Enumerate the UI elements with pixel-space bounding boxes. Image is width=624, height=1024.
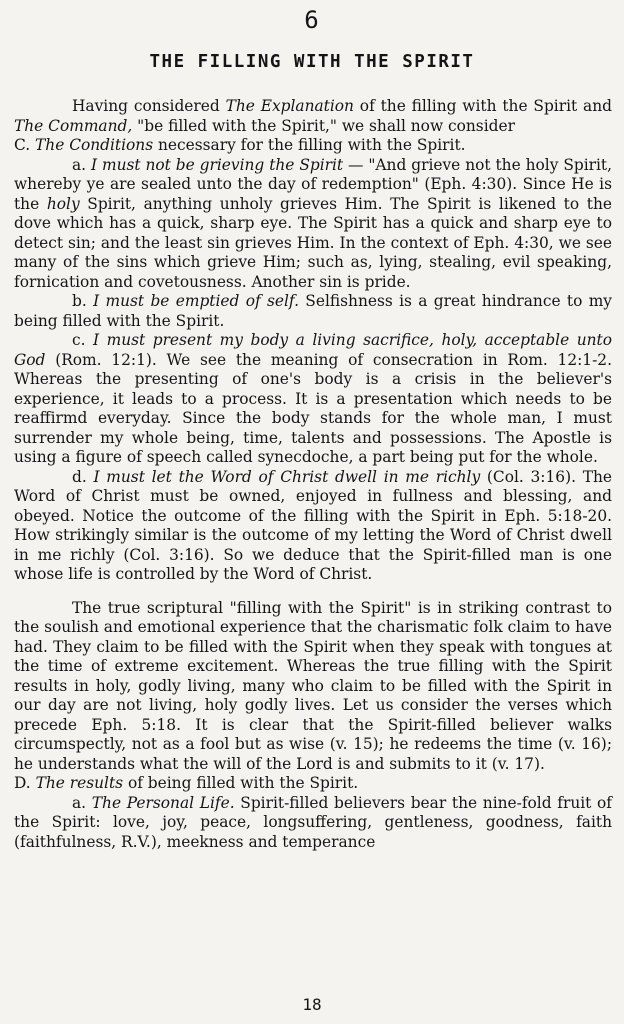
- condition-c-paragraph: c. I must present my body a living sacrifice, holy, acceptable unto God (Rom. 12:1). We see the meaning of consecration in Rom. 12:1-2. Whereas the presenting of one's body is a crisis in the believer's experience, it leads to a process. It is a presentation which needs to be reaffirmd everyday. Since the body stands for the whole man, I must surrender my whole being, time, talents and possessions. The Apostle is using a figure of speech called synecdoche, a part being put for the whole.: [14, 331, 613, 466]
- true-filling-paragraph: The true scriptural "filling with the Spirit" is in striking contrast to the soulish and emotional experience that the charismatic folk claim to have had. They claim to be filled with the Spirit when they speak with tongues at the time of extreme excitement. Whereas the true filling with the Spirit results in holy, godly living, many who claim to be filled with the Spirit in our day are not living, holy godly lives. Let us consider the verses which precede Eph. 5:18. It is clear that the Spirit-filled believer walks circumspectly, not as a fool but as wise (v. 15); he redeems the time (v. 16); he understands what the will of the Lord is and submits to it (v. 17).: [14, 598, 612, 773]
- condition-b-paragraph: b. I must be emptied of self. Selfishness is a great hindrance to my being filled with the Spirit.: [14, 292, 612, 330]
- condition-d-paragraph: d. I must let the Word of Christ dwell in me richly (Col. 3:16). The Word of Christ must be owned, enjoyed in fullness and blessing, and obeyed. Notice the outcome of the filling with the Spirit in Eph. 5:18-20. How strikingly similar is the outcome of my letting the Word of Christ dwell in me richly (Col. 3:16). So we deduce that the Spirit-filled man is one whose life is controlled by the Word of Christ.: [14, 467, 612, 583]
- condition-a-paragraph: a. I must not be grieving the Spirit — "And grieve not the holy Spirit, whereby ye are sealed unto the day of redemption" (Eph. 4:30). Since He is the holy Spirit, anything unholy grieves Him. The Spirit is likened to the dove which has a quick, sharp eye. The Spirit has a quick and sharp eye to detect sin; and the least sin grieves Him. In the context of Eph. 4:30, we see many of the sins which grieve Him; such as, lying, stealing, evil speaking, fornication and covetousness. Another sin is pride.: [14, 155, 612, 291]
- result-a-paragraph: a. The Personal Life. Spirit-filled believers bear the nine-fold fruit of the Spirit: love, joy, peace, longsuffering, gentleness, goodness, faith (faithfulness, R.V.), meekness and temperance: [14, 793, 612, 851]
- page-number: 18: [302, 995, 322, 1014]
- chapter-number: 6: [304, 6, 320, 34]
- chapter-title: THE FILLING WITH THE SPIRIT: [149, 52, 475, 72]
- intro-paragraph: Having considered The Explanation of the filling with the Spirit and The Command, "be filled with the Spirit," we shall now consider: [14, 97, 612, 135]
- section-d-heading: D. The results of being filled with the Spirit.: [14, 774, 359, 792]
- body-text: [14, 97, 612, 852]
- section-c-heading: C. The Conditions necessary for the filling with the Spirit.: [14, 136, 466, 154]
